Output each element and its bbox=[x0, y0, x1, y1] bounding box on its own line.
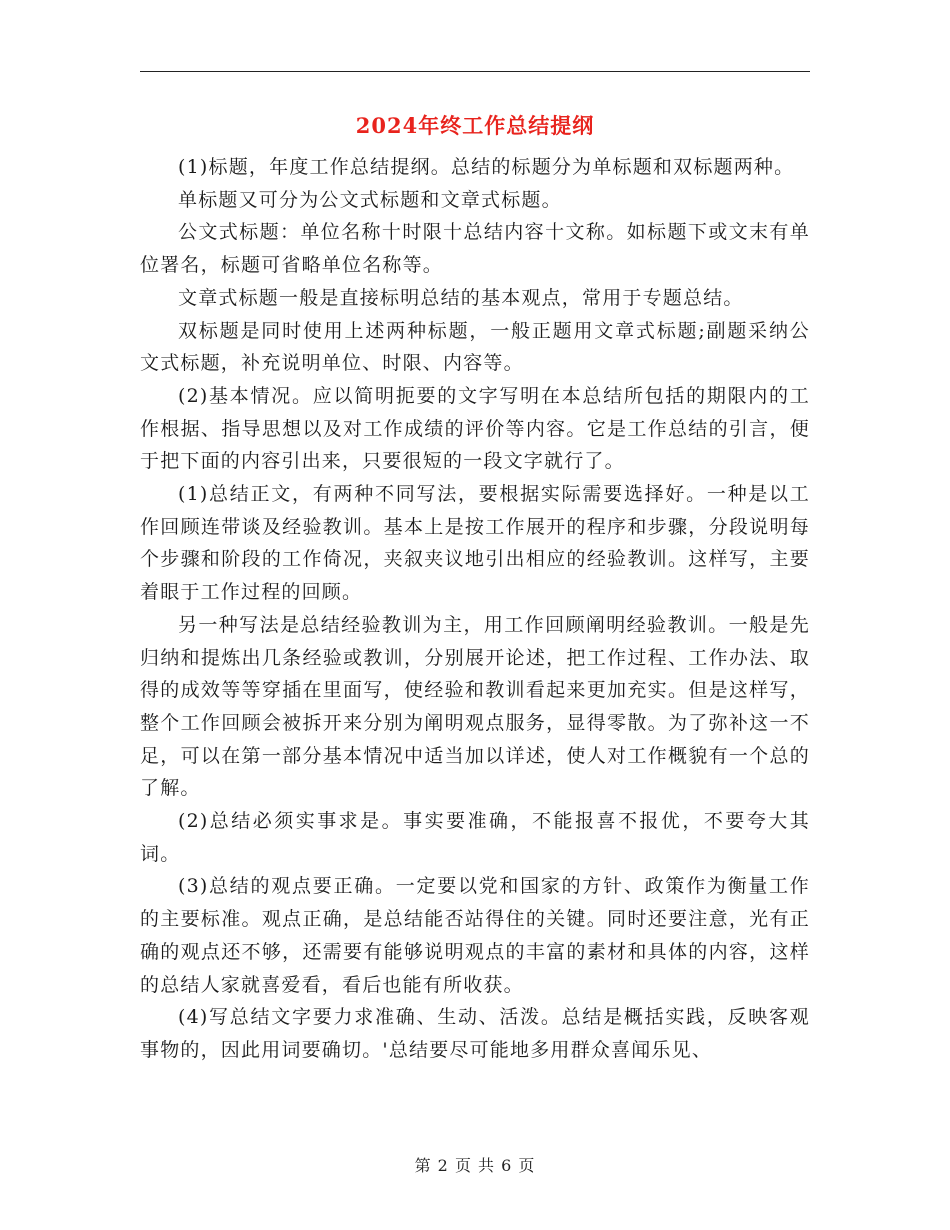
paragraph: 单标题又可分为公文式标题和文章式标题。 bbox=[178, 188, 562, 211]
paragraph: 双标题是同时使用上述两种标题，一般正题用文章式标题;副题采纳公文式标题，补充说明单位、时限、内容等。 bbox=[140, 319, 810, 375]
paragraph: (2)总结必须实事求是。事实要准确，不能报喜不报优，不要夸大其词。 bbox=[140, 810, 810, 865]
paragraph: 文章式标题一般是直接标明总结的基本观点，常用于专题总结。 bbox=[178, 286, 744, 309]
paragraph: (2)基本情况。应以简明扼要的文字写明在本总结所包括的期限内的工作根据、指导思想以及对工作成绩的评价等内容。它是工作总结的引言，便于把下面的内容引出来，只要很短的一段文字就行了。 bbox=[140, 384, 810, 473]
paragraph: (1)标题，年度工作总结提纲。总结的标题分为单标题和双标题两种。 bbox=[178, 156, 795, 178]
paragraph: 另一种写法是总结经验教训为主，用工作回顾阐明经验教训。一般是先归纳和提炼出几条经验或教训，分别展开论述，把工作过程、工作办法、取得的成效等等穿插在里面写，使经验和教训看起来更加充实。但是这样写，整个工作回顾会被拆开来分别为阐明观点服务，显得零散。为了弥补这一不足，可以在第一部分基本情况中适当加以详述，使人对工作概貌有一个总的了解。 bbox=[140, 613, 810, 800]
page-number: 第 2 页 共 6 页 bbox=[414, 1156, 536, 1175]
paragraph: (1)总结正文，有两种不同写法，要根据实际需要选择好。一种是以工作回顾连带谈及经验教训。基本上是按工作展开的程序和步骤，分段说明每个步骤和阶段的工作倚况，夹叙夹议地引出相应的经验教训。这样写，主要着眼于工作过程的回顾。 bbox=[140, 483, 810, 604]
paragraph: (3)总结的观点要正确。一定要以党和国家的方针、政策作为衡量工作的主要标准。观点正确，是总结能否站得住的关键。同时还要注意，光有正确的观点还不够，还需要有能够说明观点的丰富的素材和具体的内容，这样的总结人家就喜爱看，看后也能有所收获。 bbox=[140, 875, 810, 996]
paragraph: (4)写总结文字要力求准确、生动、活泼。总结是概括实践，反映客观事物的，因此用词要确切。'总结要尽可能地多用群众喜闻乐见、 bbox=[140, 1006, 810, 1061]
header-rule bbox=[140, 71, 810, 72]
document-body bbox=[140, 151, 810, 1067]
paragraph: 公文式标题：单位名称十时限十总结内容十文称。如标题下或文末有单位署名，标题可省略单位名称等。 bbox=[140, 221, 810, 277]
document-title: 2024年终工作总结提纲 bbox=[355, 113, 595, 138]
